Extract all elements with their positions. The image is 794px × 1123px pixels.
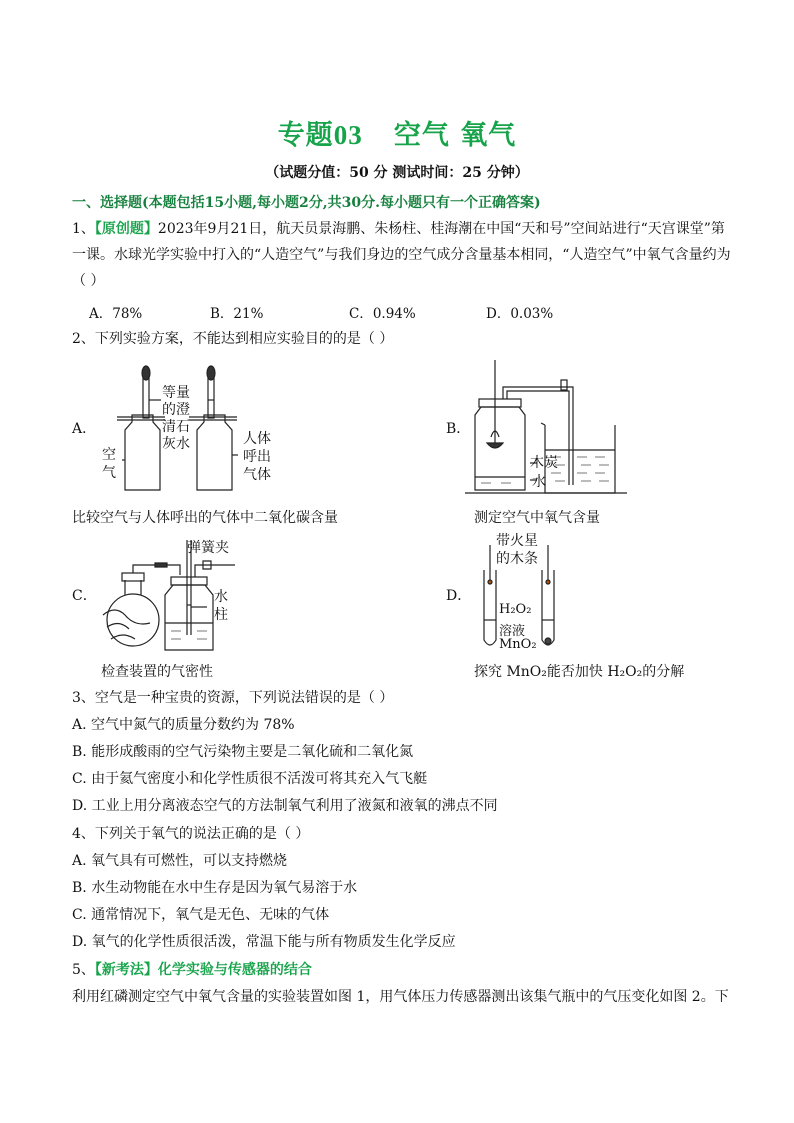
fig-d-label-solution: 溶液 (499, 624, 526, 639)
page-title (0, 113, 794, 152)
q1-option-a: A．78% (89, 306, 143, 322)
q1-line3: （ ） (72, 273, 105, 289)
fig-b-label-water: 水 (532, 474, 546, 490)
q2-a-letter: A． (72, 421, 97, 437)
q1-tag: 【原创题】 (94, 221, 158, 237)
fig-b-label-charcoal: 木炭 (530, 455, 558, 471)
q4-option-d: D. 氧气的化学性质很活泼，常温下能与所有物质发生化学反应 (72, 934, 456, 950)
figure-b-oxygen-measure (465, 355, 630, 495)
q5-heading-text: 化学实验与传感器的结合 (157, 962, 312, 978)
fig-d-label-splint-1: 带火星 (496, 533, 538, 549)
fig-c-label-clamp: 弹簧夹 (187, 540, 229, 556)
q3-option-a: A. 空气中氮气的质量分数约为 78% (72, 717, 295, 733)
fig-a-label-air (102, 446, 116, 482)
q4-option-a: A. 氧气具有可燃性，可以支持燃烧 (72, 853, 288, 869)
fig-a-label-breath (243, 430, 271, 484)
q1-number: 1、 (72, 221, 95, 237)
q1-line1 (72, 218, 725, 240)
q5-number: 5、 (72, 962, 95, 978)
q1-option-d: D．0.03% (486, 306, 554, 322)
q4-stem: 4、下列关于氧气的说法正确的是（ ） (72, 826, 310, 842)
title-topic: 空气 氧气 (393, 120, 517, 151)
fig-d-label-splint (496, 532, 538, 568)
q1-option-c: C．0.94% (349, 306, 416, 322)
q5-tag: 【新考法】 (94, 962, 158, 978)
fig-b-caption: 测定空气中氧气含量 (474, 510, 600, 526)
fig-c-label-water-2: 柱 (214, 607, 228, 623)
fig-c-label-water-1: 水 (214, 589, 228, 605)
q5-heading (72, 959, 312, 981)
fig-a-label-top-1: 等量 (162, 385, 190, 401)
fig-a-label-air-2: 气 (102, 465, 116, 481)
fig-a-label-top (162, 385, 190, 453)
q2-d-letter: D． (446, 588, 472, 604)
q4-option-b: B. 水生动物能在水中生存是因为氧气易溶于水 (72, 880, 358, 896)
fig-a-label-breath-1: 人体 (243, 431, 271, 447)
fig-c-label-water (214, 588, 228, 624)
q5-line1: 利用红磷测定空气中氧气含量的实验装置如图 1，用气体压力传感器测出该集气瓶中的气压变化如图 2。下 (72, 989, 729, 1005)
fig-a-caption: 比较空气与人体呼出的气体中二氧化碳含量 (72, 510, 338, 526)
q2-b-letter: B． (446, 421, 471, 437)
fig-a-label-breath-2: 呼出 (243, 449, 271, 465)
fig-a-label-top-3: 清石 (162, 419, 190, 435)
q1-option-b: B．21% (210, 306, 264, 322)
q3-stem: 3、空气是一种宝贵的资源，下列说法错误的是（ ） (72, 690, 394, 706)
fig-d-label-h2o2: H₂O₂ (499, 602, 532, 617)
q4-option-c: C. 通常情况下，氧气是无色、无味的气体 (72, 907, 330, 923)
q3-option-c: C. 由于氦气密度小和化学性质很不活泼可将其充入气飞艇 (72, 771, 428, 787)
fig-a-label-breath-3: 气体 (243, 467, 271, 483)
q2-stem: 2、下列实验方案，不能达到相应实验目的的是（ ） (72, 331, 394, 347)
q3-option-d: D. 工业上用分离液态空气的方法制氧气利用了液氮和液氧的沸点不同 (72, 798, 498, 814)
page-subtitle: （试题分值：50 分 测试时间：25 分钟） (265, 165, 529, 181)
section-heading: 一、选择题(本题包括15小题,每小题2分,共30分.每小题只有一个正确答案) (72, 195, 541, 211)
q2-c-letter: C． (72, 588, 97, 604)
fig-a-label-top-2: 的澄 (162, 402, 190, 418)
fig-d-label-splint-2: 的木条 (496, 551, 538, 567)
q3-option-b: B. 能形成酸雨的空气污染物主要是二氧化硫和二氧化氮 (72, 744, 414, 760)
fig-a-label-top-4: 灰水 (162, 436, 190, 452)
fig-c-caption: 检查装置的气密性 (101, 664, 213, 680)
fig-d-caption: 探究 MnO₂能否加快 H₂O₂的分解 (474, 664, 685, 680)
fig-a-label-air-1: 空 (102, 447, 116, 463)
fig-d-label-mno2: MnO₂ (499, 637, 537, 652)
title-number: 03 (333, 120, 363, 150)
q1-text: 2023年9月21日，航天员景海鹏、朱杨柱、桂海潮在中国“天和号”空间站进行“天宫课堂”第 (157, 221, 725, 237)
q1-line2: 一课。水球光学实验中打入的“人造空气”与我们身边的空气成分含量基本相同，“人造空气”中氧气含量约为 (72, 247, 731, 263)
title-prefix: 专题 (277, 120, 334, 151)
